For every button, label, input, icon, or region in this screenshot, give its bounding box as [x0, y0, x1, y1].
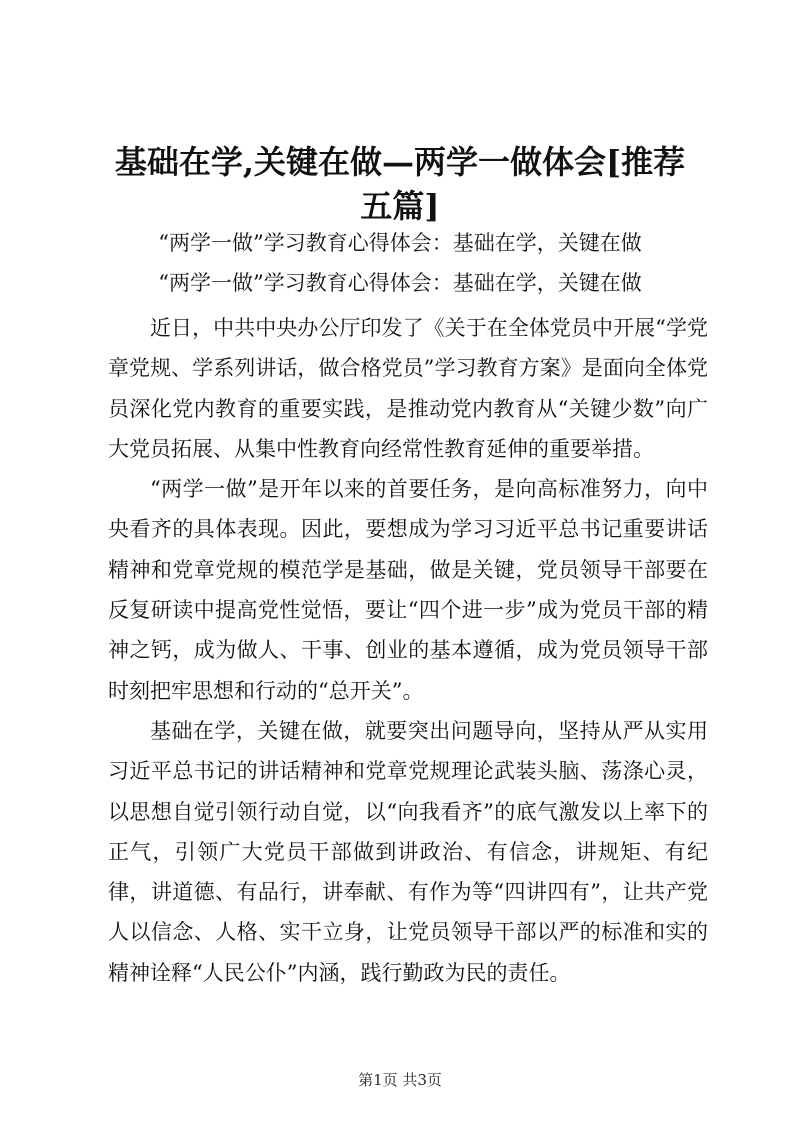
document-body — [108, 308, 708, 993]
document-subtitle: “两学一做”学习教育心得体会：基础在学，关键在做 — [158, 231, 642, 255]
body-paragraph: 基础在学，关键在做，就要突出问题导向，坚持从严从实用习近平总书记的讲话精神和党章党规理论武装头脑、荡涤心灵，以思想自觉引领行动自觉，以“向我看齐”的底气激发以上率下的正气，引领广大党员干部做到讲政治、有信念，讲规矩、有纪律，讲道德、有品行，讲奉献、有作为等“四讲四有”，让共产党人以信念、人格、实干立身，让党员领导干部以严的标准和实的精神诠释“人民公仆”内涵，践行勤政为民的责任。 — [108, 718, 708, 985]
document-subtitle: “两学一做”学习教育心得体会：基础在学，关键在做 — [158, 271, 642, 295]
page-number-footer: 第1页 共3页 — [358, 1071, 442, 1089]
document-title: 基础在学,关键在做—两学一做体会[推荐五篇] — [114, 143, 686, 225]
body-paragraph: 近日，中共中央办公厅印发了《关于在全体党员中开展“学党章党规、学系列讲话，做合格党员”学习教育方案》是面向全体党员深化党内教育的重要实践，是推动党内教育从“关键少数”向广大党员拓展、从集中性教育向经常性教育延伸的重要举措。 — [108, 316, 708, 461]
body-paragraph: “两学一做”是开年以来的首要任务，是向高标准努力，向中央看齐的具体表现。因此，要想成为学习习近平总书记重要讲话精神和党章党规的模范学是基础，做是关键，党员领导干部要在反复研读中提高党性觉悟，要让“四个进一步”成为党员干部的精神之钙，成为做人、干事、创业的基本遵循，成为党员领导干部时刻把牢思想和行动的“总开关”。 — [108, 477, 708, 703]
